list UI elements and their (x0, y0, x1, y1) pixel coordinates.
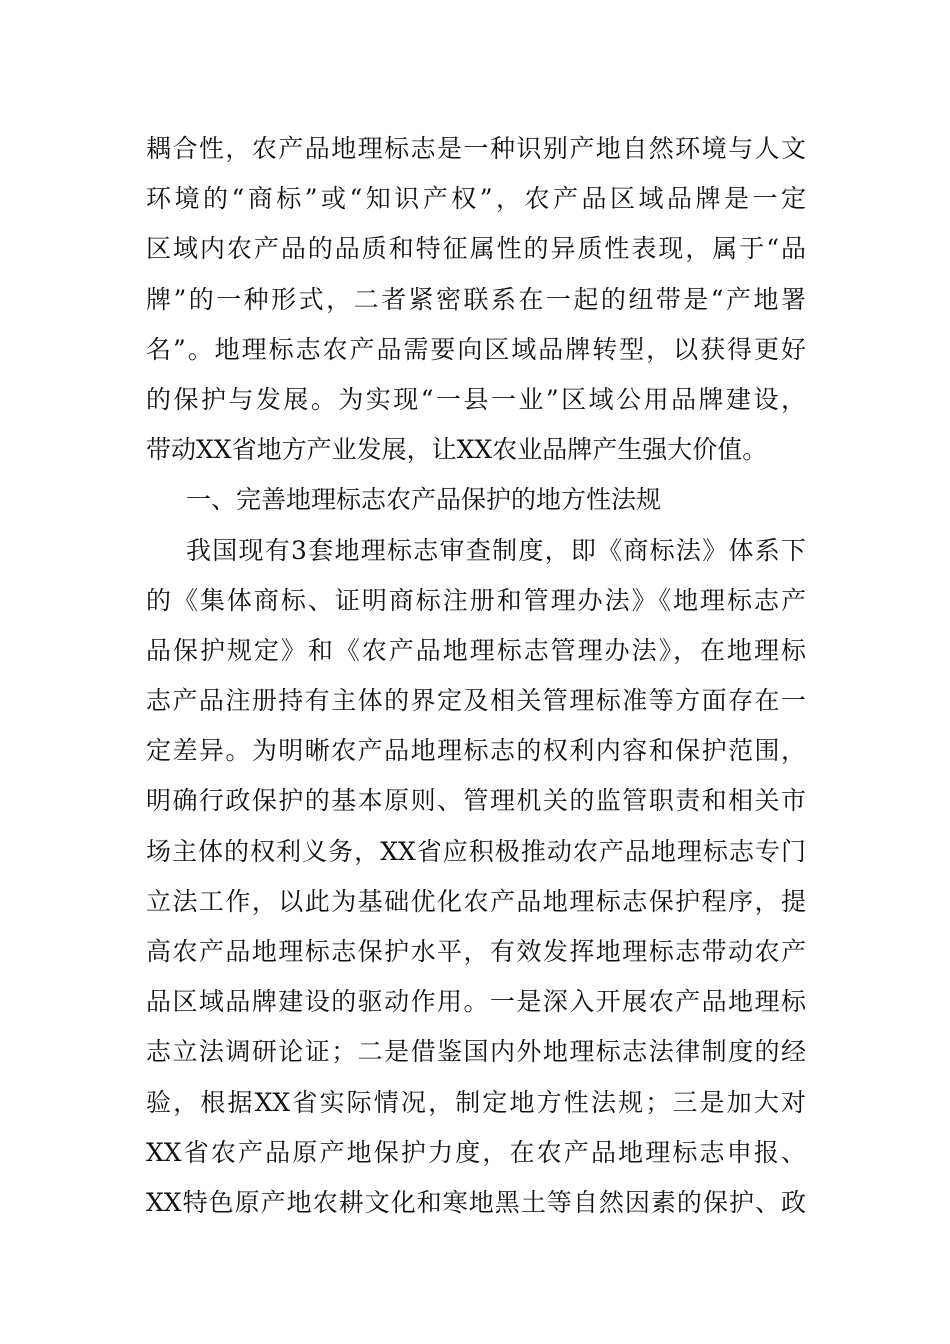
text-line: 带动XX省地方产业发展，让XX农业品牌产生强大价值。 (146, 435, 768, 465)
text-line: 验，根据XX省实际情况，制定地方性法规；三是加大对 (146, 1087, 806, 1117)
text-line: 耦合性，农产品地理标志是一种识别产地自然环境与人文 (146, 134, 806, 163)
text-line: XX特色原产地农耕文化和寒地黑土等自然因素的保护、政 (146, 1187, 806, 1217)
text-line: 明确行政保护的基本原则、管理机关的监管职责和相关市 (146, 786, 806, 816)
paragraph-intro (146, 124, 806, 475)
text-line: 的保护与发展。为实现“一县一业”区域公用品牌建设， (146, 384, 806, 414)
paragraph-body (146, 526, 806, 1229)
text-line: 高农产品地理标志保护水平，有效发挥地理标志带动农产 (146, 937, 806, 966)
text-line: 的《集体商标、证明商标注册和管理办法》《地理标志产 (146, 585, 806, 615)
text-line: 名”。地理标志农产品需要向区域品牌转型，以获得更好 (146, 334, 806, 364)
text-line: 牌”的一种形式，二者紧密联系在一起的纽带是“产地署 (146, 284, 806, 314)
text-line: 志产品注册持有主体的界定及相关管理标准等方面存在一 (146, 686, 806, 716)
text-line: 场主体的权利义务，XX省应积极推动农产品地理标志专门 (146, 836, 806, 866)
heading-text: 一、完善地理标志农产品保护的地方性法规 (186, 485, 662, 515)
text-line: 定差异。为明晰农产品地理标志的权利内容和保护范围， (146, 736, 806, 766)
section-heading (146, 475, 806, 525)
text-line: 立法工作，以此为基础优化农产品地理标志保护程序，提 (146, 886, 806, 916)
text-line: 区域内农产品的品质和特征属性的异质性表现，属于“品 (146, 234, 806, 264)
text-line: XX省农产品原产地保护力度，在农产品地理标志申报、 (146, 1137, 806, 1167)
text-line: 环境的“商标”或“知识产权”，农产品区域品牌是一定 (146, 184, 806, 214)
document-page (146, 124, 806, 1228)
text-line: 品区域品牌建设的驱动作用。一是深入开展农产品地理标 (146, 987, 806, 1017)
text-line: 我国现有3套地理标志审查制度，即《商标法》体系下 (186, 535, 806, 565)
text-line: 志立法调研论证；二是借鉴国内外地理标志法律制度的经 (146, 1037, 806, 1067)
text-line: 品保护规定》和《农产品地理标志管理办法》，在地理标 (146, 635, 806, 665)
